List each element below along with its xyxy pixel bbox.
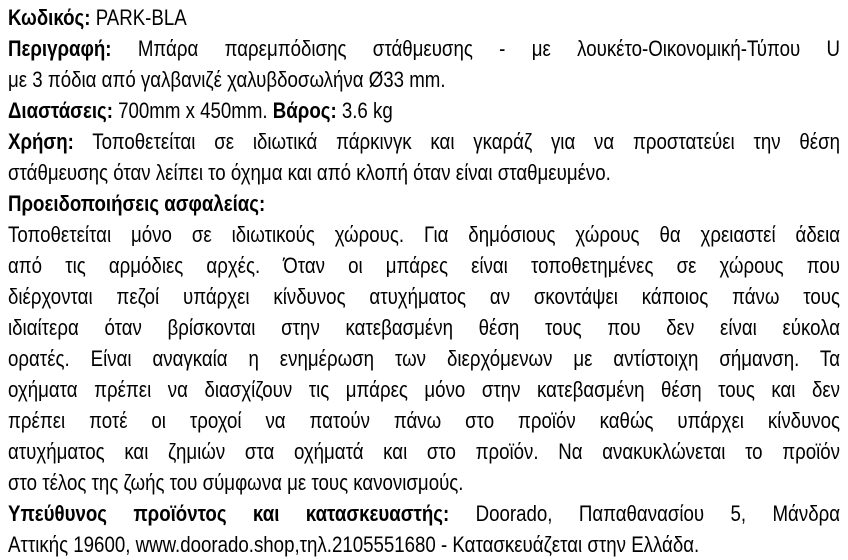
field-text: πρέπει ποτέ οι τροχοί να πατούν πάνω στο προϊόν καθώς υπάρχει κίνδυνος — [8, 408, 841, 433]
document — [8, 2, 840, 560]
text-line — [8, 64, 840, 95]
field-label: Χρήση: — [8, 129, 74, 154]
field-text: από τις αρμόδιες αρχές. Όταν οι μπάρες είναι τοποθετημένες σε χώρους που — [8, 253, 841, 278]
field-label: Διαστάσεις: — [8, 98, 113, 123]
field-label: Υπεύθυνος προϊόντος και κατασκευαστής: — [8, 501, 450, 526]
text-line — [8, 405, 840, 436]
field-text: Αττικής 19600, www.doorado.shop,τηλ.2105551680 - Κατασκευάζεται στην Ελλάδα. — [8, 532, 700, 557]
field-label: Προειδοποιήσεις ασφαλείας: — [8, 191, 266, 216]
field-text: οχήματα πρέπει να διασχίζουν τις μπάρες μόνο στην κατεβασμένη θέση τους και δεν — [8, 377, 841, 402]
field-text: Τοποθετείται σε ιδιωτικά πάρκινγκ και γκαράζ για να προστατεύει την θέση — [73, 129, 841, 154]
field-text: ατυχήματος και ζημιών στα οχήματά και στο προϊόν. Να ανακυκλώνεται το προϊόν — [8, 439, 841, 464]
text-line — [8, 467, 840, 498]
field-text: 3.6 kg — [336, 98, 393, 123]
field-text: Doorado, Παπαθανασίου 5, Μάνδρα — [449, 501, 841, 526]
usage — [8, 126, 840, 188]
text-line — [8, 374, 840, 405]
field-text: PARK-BLA — [90, 5, 187, 30]
field-label: Κωδικός: — [8, 5, 91, 30]
field-text: διέρχονται πεζοί υπάρχει κίνδυνος ατυχήματος αν σκοντάψει κάποιος πάνω τους — [8, 284, 841, 309]
text-line — [8, 436, 840, 467]
product-code — [8, 2, 840, 33]
field-text: 700mm x 450mm. — [112, 98, 273, 123]
text-line — [8, 529, 840, 560]
field-text: στάθμευσης όταν λείπει το όχημα και από κλοπή όταν είναι σταθμευμένο. — [8, 160, 611, 185]
text-line — [8, 281, 840, 312]
text-line — [8, 343, 840, 374]
text-line — [8, 498, 840, 529]
field-text: ορατές. Είναι αναγκαία η ενημέρωση των διερχόμενων με αντίστοιχη σήμανση. Τα — [8, 346, 841, 371]
text-line — [8, 312, 840, 343]
text-line — [8, 188, 840, 219]
text-line — [8, 95, 840, 126]
field-text: με 3 πόδια από γαλβανιζέ χαλυβδοσωλήνα Ø33 mm. — [8, 67, 446, 92]
text-line — [8, 126, 840, 157]
field-text: ιδιαίτερα όταν βρίσκονται στην κατεβασμένη θέση τους που δεν είναι εύκολα — [8, 315, 841, 340]
field-text: στο τέλος της ζωής του σύμφωνα με τους κανονισμούς. — [8, 470, 464, 495]
field-text: Τοποθετείται μόνο σε ιδιωτικούς χώρους. Για δημόσιους χώρους θα χρειαστεί άδεια — [8, 222, 841, 247]
field-text: Μπάρα παρεμπόδισης στάθμευσης - με λουκέτο-Οικονομική-Τύπου U — [111, 36, 841, 61]
safety-warnings-heading — [8, 188, 840, 219]
safety-warnings-body — [8, 219, 840, 498]
field-label: Βάρος: — [272, 98, 337, 123]
field-label: Περιγραφή: — [8, 36, 112, 61]
dimensions-weight — [8, 95, 840, 126]
text-line — [8, 2, 840, 33]
product-description — [8, 33, 840, 95]
text-line — [8, 219, 840, 250]
manufacturer-info — [8, 498, 840, 560]
text-line — [8, 33, 840, 64]
text-line — [8, 250, 840, 281]
text-line — [8, 157, 840, 188]
